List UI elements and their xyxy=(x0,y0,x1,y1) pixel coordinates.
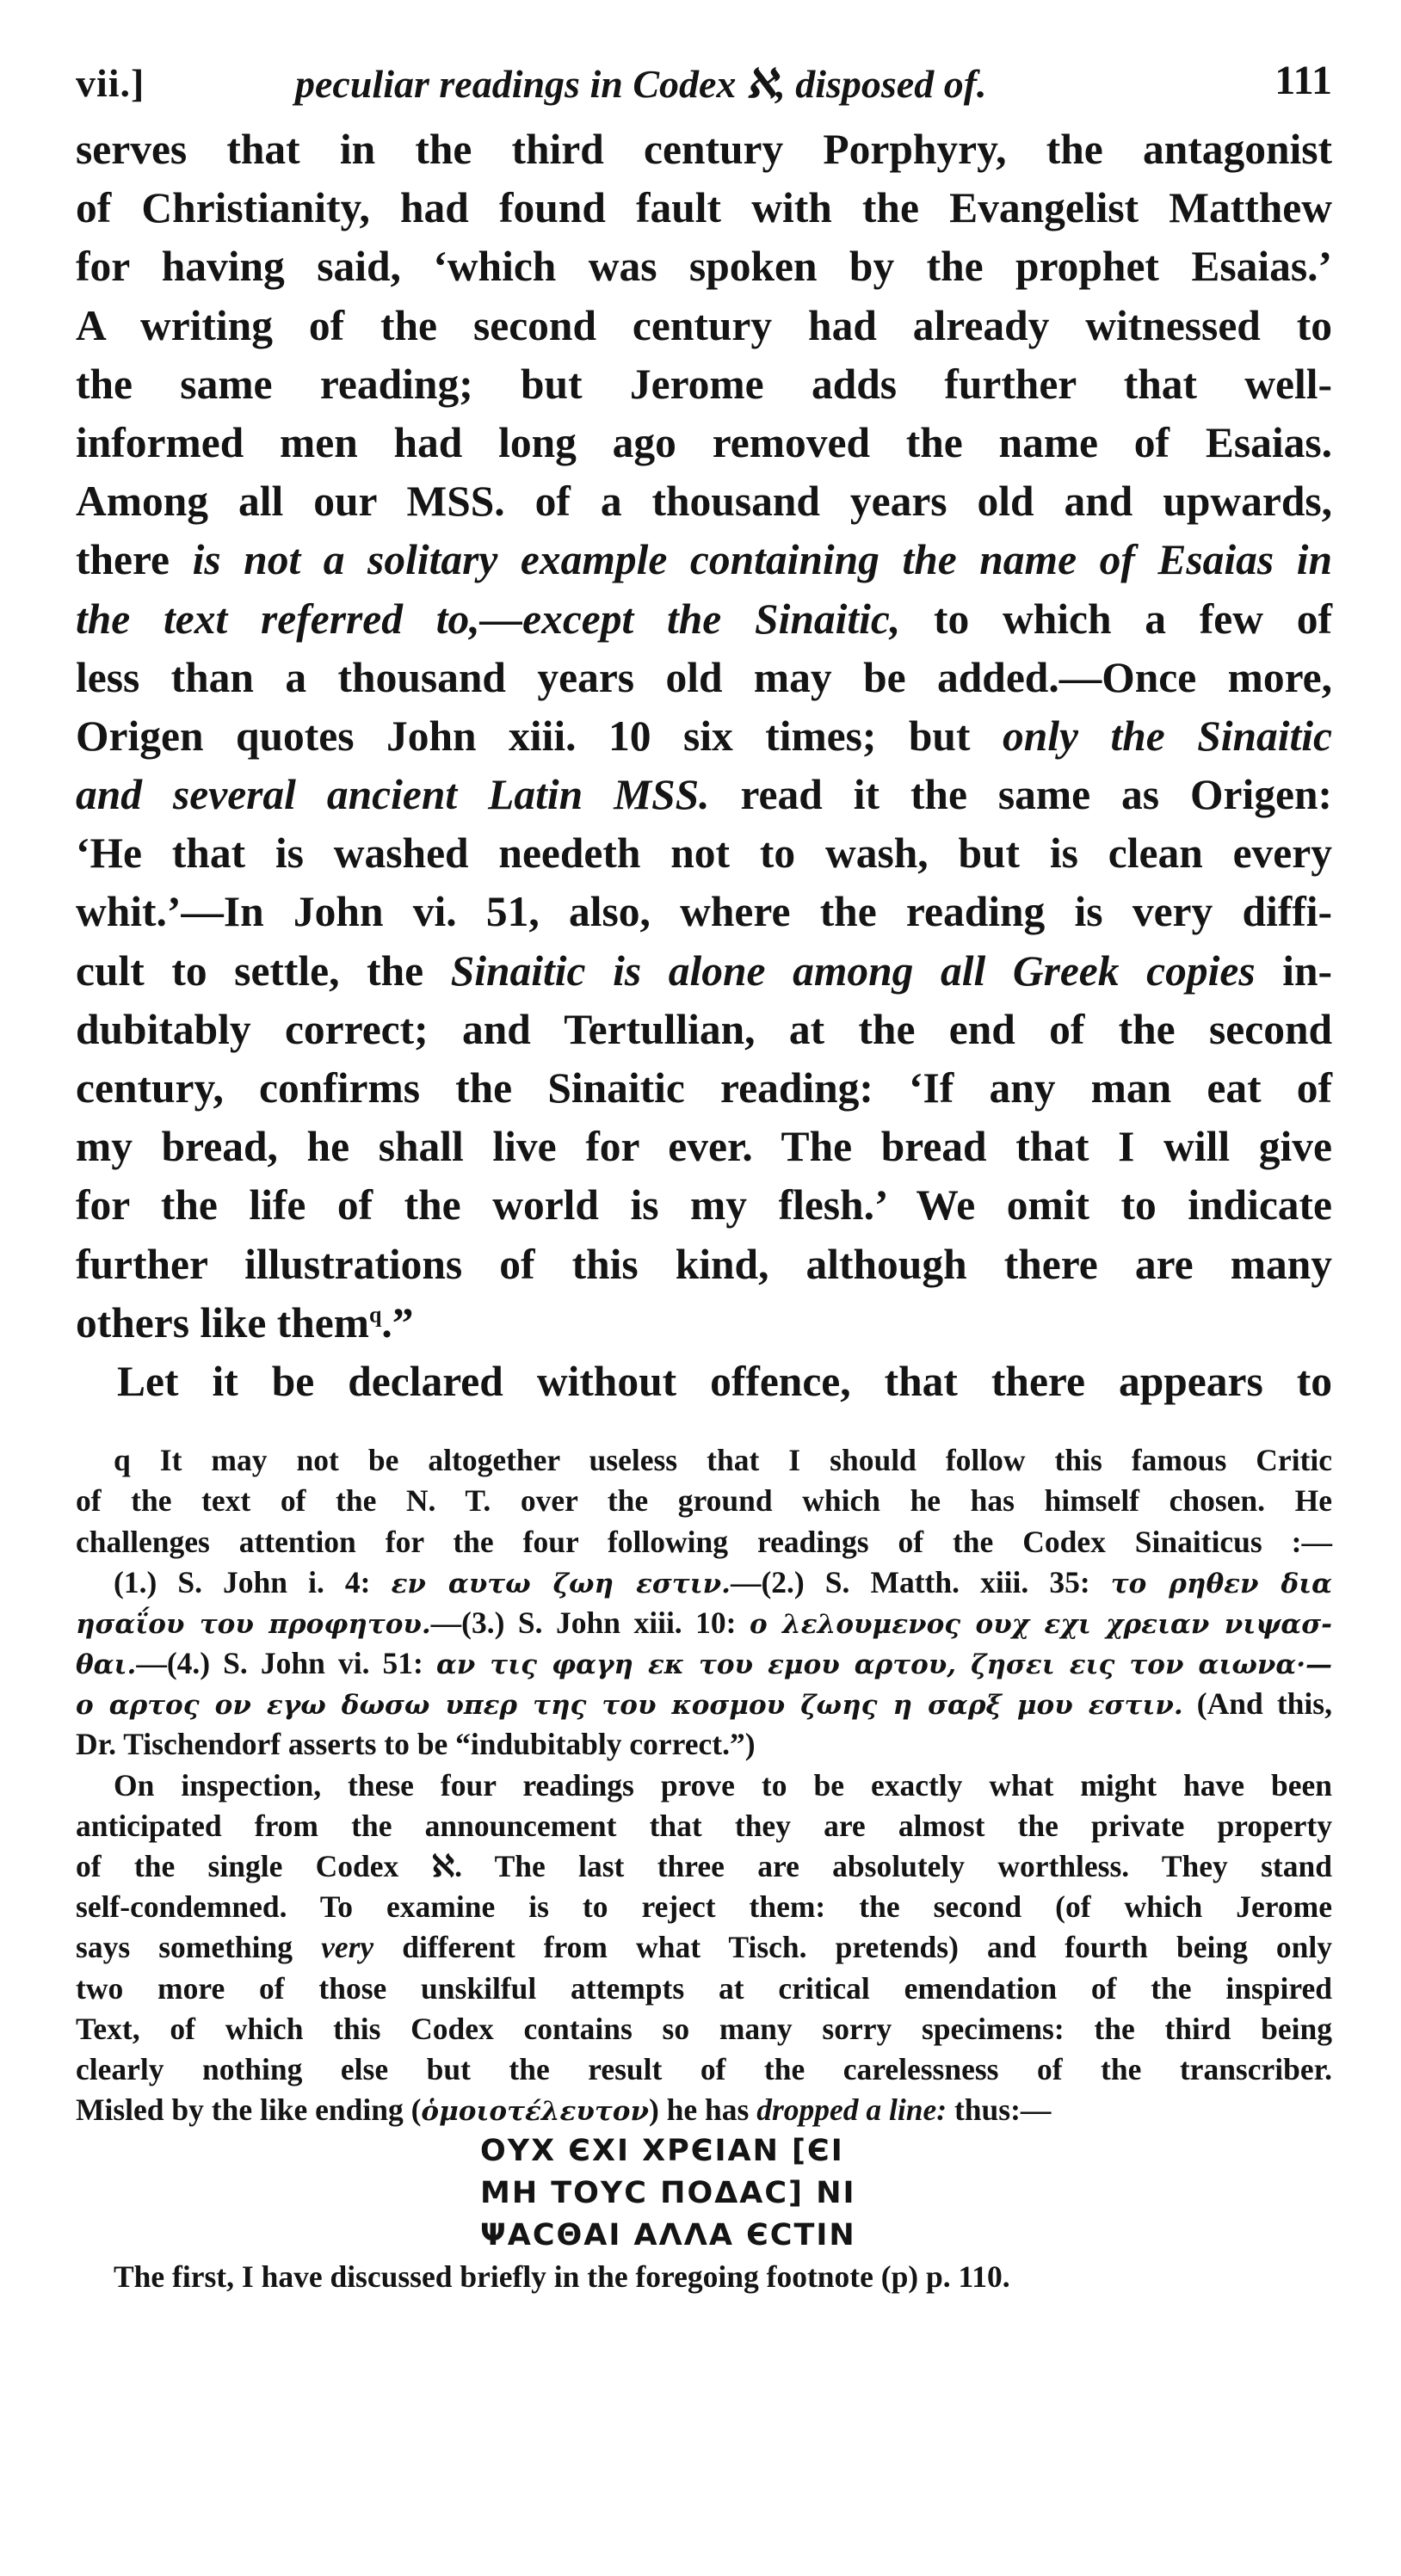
footnote-line: anticipated from the announcement that they are almost the private property xyxy=(76,1808,1332,1843)
emphasis: very xyxy=(321,1930,374,1965)
text-line xyxy=(76,942,1332,1001)
emphasis: Sinaitic is alone among all Greek copies xyxy=(450,946,1256,995)
greek-text: ο λελουμενος ουχ εχι χρειαν νιψασ- xyxy=(749,1608,1332,1640)
page-number: 111 xyxy=(1274,58,1332,103)
emphasis: the text referred to,—except the Sinaitic, xyxy=(76,595,901,643)
text-line: A writing of the second century had already witnessed to xyxy=(76,301,1332,349)
text-line: century, confirms the Sinaitic reading: ‘If any man eat of xyxy=(76,1064,1332,1112)
uncial-line: ΨΑϹΘΑΙ ΑΛΛΑ ЄϹΤΙΝ xyxy=(480,2218,856,2253)
text-run: .” xyxy=(381,1298,414,1347)
footnote-line: of the single Codex ℵ. The last three are absolutely worthless. They stand xyxy=(76,1849,1332,1883)
text-line: Let it be declared without offence, that there appears to xyxy=(117,1357,1332,1405)
text-line: serves that in the third century Porphyry, the antagonist xyxy=(76,126,1332,173)
text-run: —(3.) S. John xiii. 10: xyxy=(430,1605,750,1640)
footnote-line xyxy=(76,1643,1332,1684)
greek-text: ὁμοιοτέλευτον xyxy=(421,2096,649,2128)
text-run: Misled by the like ending ( xyxy=(76,2092,422,2128)
footnote-line xyxy=(76,1684,1332,1724)
main-text xyxy=(76,120,1332,1411)
emphasis: only the Sinaitic xyxy=(1002,712,1332,760)
greek-text: το ρηθεν δια xyxy=(1110,1568,1333,1599)
text-line: Among all our MSS. of a thousand years old and upwards, xyxy=(76,478,1332,526)
text-line xyxy=(76,531,1332,589)
text-line: ‘He that is washed needeth not to wash, but is clean every xyxy=(76,829,1332,878)
text-line xyxy=(76,590,1332,649)
text-run: ) he has xyxy=(648,2092,757,2128)
text-line xyxy=(76,707,1332,766)
text-line: informed men had long ago removed the name of Esaias. xyxy=(76,418,1332,466)
text-run: to which a few of xyxy=(900,595,1333,643)
book-page xyxy=(76,52,1332,2298)
text-line: for the life of the world is my flesh.’ We omit to indicate xyxy=(76,1181,1332,1229)
text-line: the same reading; but Jerome adds further that well- xyxy=(76,360,1332,408)
text-run: thus:— xyxy=(947,2092,1052,2128)
running-head xyxy=(76,52,1332,120)
uncial-quotation xyxy=(76,2130,1332,2257)
footnote-line: two more of those unskilful attempts at critical emendation of the inspired xyxy=(76,1970,1332,2006)
running-title: peculiar readings in Codex ℵ, disposed of. xyxy=(295,62,987,106)
greek-text: θαι. xyxy=(76,1649,137,1681)
text-line: whit.’—In John vi. 51, also, where the reading is very diffi- xyxy=(76,888,1332,936)
text-line: less than a thousand years old may be added.—Once more, xyxy=(76,653,1332,701)
footnote-line xyxy=(76,1603,1332,1643)
text-run: —(4.) S. John vi. 51: xyxy=(136,1646,436,1681)
emphasis: dropped a line: xyxy=(756,2092,947,2128)
footnote-line: challenges attention for the four following readings of the Codex Sinaiticus :— xyxy=(76,1524,1332,1559)
text-run: says something xyxy=(76,1930,322,1965)
text-run: (And this, xyxy=(1182,1686,1332,1722)
text-run: —(2.) S. Matth. xiii. 35: xyxy=(730,1564,1111,1599)
text-run: there xyxy=(76,536,193,584)
footnote-line: clearly nothing else but the result of the carelessness of the transcriber. xyxy=(76,2051,1332,2086)
footnote-line: Dr. Tischendorf asserts to be “indubitably correct.”) xyxy=(76,1727,756,1762)
greek-text: ο αρτος ον εγω δωσω υπερ της του κοσμου ζωης η σαρξ μου εστιν. xyxy=(76,1690,1183,1722)
text-run: Origen quotes John xiii. 10 six times; but xyxy=(76,712,1003,760)
text-run: others like them xyxy=(76,1298,369,1347)
text-run: (1.) S. John i. 4: xyxy=(114,1564,392,1599)
footnote-line xyxy=(76,1927,1332,1968)
text-run: in- xyxy=(1255,946,1332,995)
footnote-line: self-condemned. To examine is to reject them: the second (of which Jerome xyxy=(76,1889,1332,1925)
footnote-closing-line: The first, I have discussed briefly in the foregoing footnote (p) p. 110. xyxy=(114,2259,1010,2295)
text-line xyxy=(76,1294,1332,1353)
text-run: different from what Tisch. pretends) and fourth being only xyxy=(373,1930,1332,1965)
emphasis: and several ancient Latin MSS. xyxy=(76,771,710,819)
text-line: for having said, ‘which was spoken by the prophet Esaias.’ xyxy=(76,243,1332,291)
footnote-ref: q xyxy=(368,1302,382,1328)
footnote-line xyxy=(76,1562,1332,1603)
text-run: cult to settle, the xyxy=(76,946,451,995)
footnote-line: Text, of which this Codex contains so many sorry specimens: the third being xyxy=(76,2011,1332,2046)
text-line: dubitably correct; and Tertullian, at the end of the second xyxy=(76,1005,1332,1053)
greek-text: αν τις φαγη εκ του εμου αρτου, ζησει εις τον αιωνα·— xyxy=(435,1649,1333,1681)
text-run: read it the same as Origen: xyxy=(709,771,1332,819)
uncial-line: ΜΗ ΤΟΥϹ ΠΟΔΑϹ] ΝΙ xyxy=(480,2176,856,2211)
text-line: my bread, he shall live for ever. The bread that I will give xyxy=(76,1123,1332,1171)
emphasis: is not a solitary example containing the name of Esaias in xyxy=(192,536,1333,584)
footnote-line: On inspection, these four readings prove to be exactly what might have been xyxy=(114,1767,1332,1803)
greek-text: ησαΐου του προφητου. xyxy=(76,1608,431,1640)
text-line: further illustrations of this kind, although there are many xyxy=(76,1240,1332,1288)
chapter-marker: vii.] xyxy=(76,61,145,105)
footnote-line: of the text of the N. T. over the ground which he has himself chosen. He xyxy=(76,1483,1332,1519)
text-line: of Christianity, had found fault with the Evangelist Matthew xyxy=(76,184,1332,232)
greek-text: εν αυτω ζωη εστιν. xyxy=(391,1568,731,1599)
footnote-line xyxy=(76,2090,1332,2130)
text-line xyxy=(76,766,1332,824)
footnote xyxy=(76,1440,1332,2297)
footnote-line: q It may not be altogether useless that I should follow this famous Critic xyxy=(114,1443,1332,1478)
uncial-line: ΟΥΧ ЄΧΙ ΧΡЄΙΑΝ [ЄΙ xyxy=(480,2134,844,2169)
